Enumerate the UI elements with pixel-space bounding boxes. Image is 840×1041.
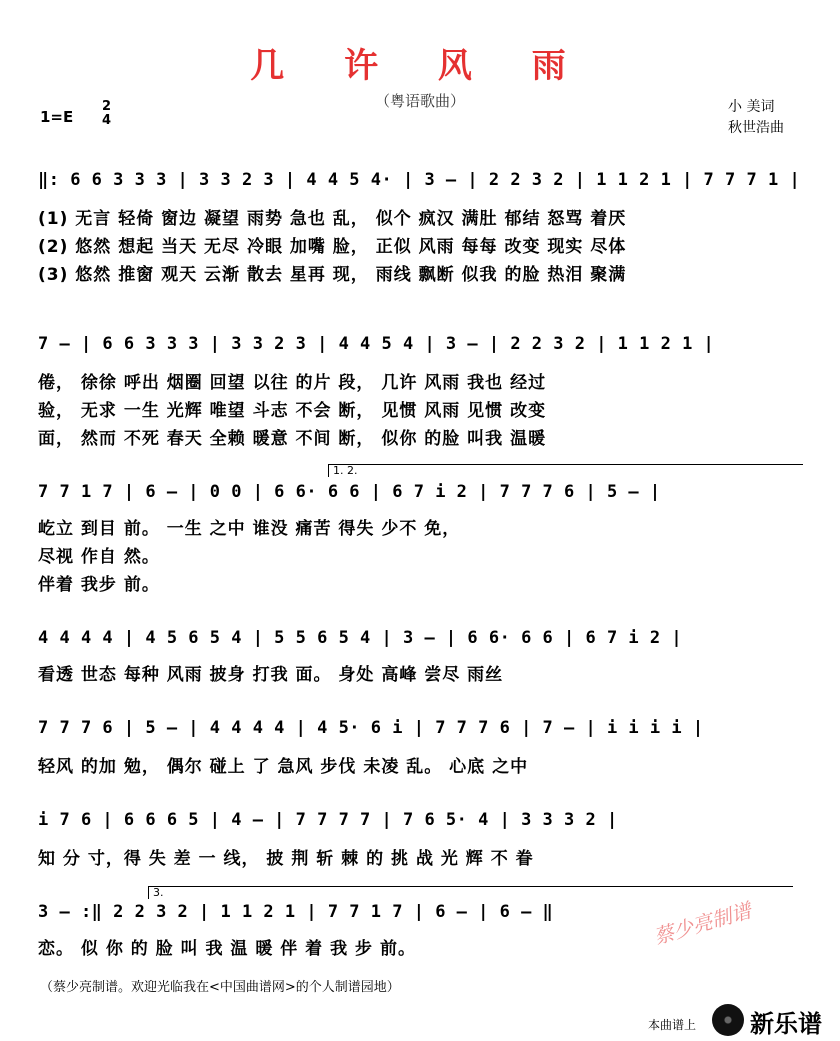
lyricist-credit: 小 美词 [728, 99, 775, 115]
lyric-line-1-verse-3: (3) 悠然 推窗 观天 云渐 散去 星再 现， 雨线 飘断 似我 的脸 热泪 聚满 [38, 265, 627, 285]
notation-line-7: 3 – :‖ 2 2 3 2 | 1 1 2 1 | 7 7 1 7 | 6 – | 6 – ‖ [38, 902, 554, 922]
time-signature [102, 100, 111, 128]
lyric-line-3-verse-1: 屹立 到目 前。 一生 之中 谁没 痛苦 得失 少不 免， [38, 519, 461, 539]
time-sig-bottom: 4 [102, 113, 112, 128]
song-title: 几 许 风 雨 [250, 46, 590, 86]
notation-line-6: i 7 6 | 6 6 6 5 | 4 – | 7 7 7 7 | 7 6 5· 4 | 3 3 3 2 | [38, 810, 618, 830]
lyric-line-5: 轻风 的加 勉， 偶尔 碰上 了 急风 步伐 未凌 乱。 心底 之中 [38, 757, 529, 777]
time-sig-top: 2 [102, 99, 112, 114]
site-logo[interactable]: 新乐谱 [750, 1010, 822, 1038]
volta-bracket-1-2: 1. 2. [328, 464, 803, 477]
lyric-line-2-verse-2: 验， 无求 一生 光辉 唯望 斗志 不会 断， 见惯 风雨 见惯 改变 [38, 401, 547, 421]
footer-note: （蔡少亮制谱。欢迎光临我在<中国曲谱网>的个人制谱园地） [40, 980, 400, 995]
key-signature: 1=E [40, 108, 74, 126]
notation-line-3: 7 7 1 7 | 6 – | 0 0 | 6 6· 6 6 | 6 7 i 2 | 7 7 7 6 | 5 – | [38, 482, 661, 502]
source-label: 本曲谱上 [648, 1018, 697, 1032]
lyric-line-1-verse-1: (1) 无言 轻倚 窗边 凝望 雨势 急也 乱， 似个 疯汉 满肚 郁结 怒骂 着厌 [38, 209, 627, 229]
song-subtitle: （粤语歌曲） [374, 92, 465, 110]
lyric-line-2-verse-3: 面， 然而 不死 春天 全赖 暖意 不间 断， 似你 的脸 叫我 温暖 [38, 429, 547, 449]
notation-line-2: 7 – | 6 6 3 3 3 | 3 3 2 3 | 4 4 5 4 | 3 – | 2 2 3 2 | 1 1 2 1 | [38, 334, 715, 354]
lyric-line-4: 看透 世态 每种 风雨 披身 打我 面。 身处 高峰 尝尽 雨丝 [38, 665, 504, 685]
notation-line-1: ‖: 6 6 3 3 3 | 3 3 2 3 | 4 4 5 4· | 3 – | 2 2 3 2 | 1 1 2 1 | 7 7 7 1 | [38, 170, 801, 190]
lyric-line-3-verse-3: 伴着 我步 前。 [38, 575, 160, 595]
notation-line-5: 7 7 7 6 | 5 – | 4 4 4 4 | 4 5· 6 i | 7 7 7 6 | 7 – | i i i i | [38, 718, 704, 738]
lyric-line-7: 恋。 似 你 的 脸 叫 我 温 暖 伴 着 我 步 前。 [38, 939, 416, 959]
lyric-line-3-verse-2: 尽视 作自 然。 [38, 547, 160, 567]
composer-credit: 秋世浩曲 [728, 120, 784, 136]
record-disc-icon [712, 1004, 744, 1036]
lyric-line-6: 知 分 寸，得 失 差 一 线， 披 荆 斩 棘 的 挑 战 光 辉 不 眷 [38, 849, 534, 869]
lyric-line-1-verse-2: (2) 悠然 想起 当天 无尽 冷眼 加嘴 脸， 正似 风雨 每每 改变 现实 尽体 [38, 237, 627, 257]
lyric-line-2-verse-1: 倦， 徐徐 呼出 烟圈 回望 以往 的片 段， 几许 风雨 我也 经过 [38, 373, 547, 393]
watermark: 蔡少亮制谱 [651, 898, 754, 949]
notation-line-4: 4 4 4 4 | 4 5 6 5 4 | 5 5 6 5 4 | 3 – | 6 6· 6 6 | 6 7 i 2 | [38, 628, 683, 648]
volta-bracket-3: 3. [148, 886, 793, 899]
